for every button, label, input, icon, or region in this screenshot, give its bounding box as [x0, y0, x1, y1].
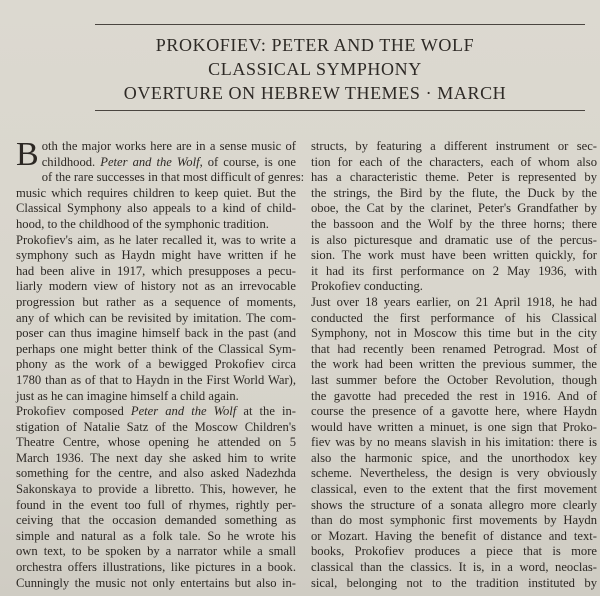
text-line: the strings, the Bird by the flute, the Duck by the: [311, 185, 597, 200]
bottom-rule: [95, 110, 585, 111]
text-line: of the rare successes in that most difficult of genres:: [41, 170, 305, 185]
text-line: classical, even to the extent that the first movement: [311, 482, 597, 497]
text-line: Theatre Centre, whose opening he attended on 5: [16, 435, 296, 450]
text-line: sion. The work must have been written quickly, for: [311, 248, 597, 263]
text-line: the bassoon and the Wolf by the three horns; there: [311, 216, 597, 231]
text-line: music which requires children to keep quiet. But the: [16, 185, 296, 200]
text-line: classical than the classics. It is, in a word, neoclas-: [311, 560, 597, 575]
text-line: found in the event too full of rhymes, rightly per-: [16, 497, 296, 512]
text-line: any of which can be revisited by imitation. The com-: [16, 310, 296, 325]
text-line: or Mozart. Having the benefit of distance and text-: [311, 528, 597, 543]
text-line: symphony such as Haydn might have written if he: [16, 248, 296, 263]
heading-line-1: PROKOFIEV: PETER AND THE WOLF: [155, 35, 475, 55]
text-line: than do most symphonic first movements by Haydn: [311, 513, 597, 528]
text-line: last summer before the October Revolution, though: [311, 372, 597, 387]
text-line: fiev was by no means slavish in his imitation: there is: [311, 435, 597, 450]
text-line: perhaps one might better think of the Classical Sym-: [16, 341, 296, 356]
text-line: ceiving that the occasion demanded something as: [16, 513, 296, 528]
text-line: simple and natural as a folk tale. So he wrote his: [16, 528, 296, 543]
text-line: books, Prokofiev produces a piece that is more: [311, 544, 597, 559]
heading-line-2: CLASSICAL SYMPHONY: [208, 59, 422, 79]
text-line: liarly modern view of history not as an irrevocable: [16, 279, 296, 294]
text-line: course the presence of a gavotte here, where Haydn: [311, 404, 597, 419]
heading-line-3: OVERTURE ON HEBREW THEMES · MARCH: [123, 83, 507, 103]
text-line: Symphony, not in Moscow this time but in the city: [311, 326, 597, 341]
text-line: stigation of Natalie Satz of the Moscow Children's: [16, 419, 296, 434]
text-line: structs, by featuring a different instrument or sec-: [311, 139, 597, 153]
text-line: conducted the first performance of his Classical: [311, 310, 597, 325]
text-line: Sakonskaya to provide a libretto. This, however, he: [16, 482, 296, 497]
text-line: scheme. Nevertheless, the design is very obviously: [311, 466, 597, 481]
text-line: sical, belonging not to the tradition instituted by: [311, 575, 597, 590]
page-heading: [60, 33, 570, 105]
text-line: it had its first performance on 2 May 1936, with: [311, 263, 597, 278]
text-line: own text, to be spoken by a narrator while a small: [16, 544, 296, 559]
text-line: Prokofiev composed Peter and the Wolf at the in-: [16, 404, 296, 419]
text-line: poser can thus imagine himself back in the past (and: [16, 326, 296, 341]
text-line: phony as the work of a bewigged Prokofiev circa: [16, 357, 296, 372]
text-line: has a characteristic theme. Peter is represented by: [311, 170, 597, 185]
text-line: Just over 18 years earlier, on 21 April 1918, he had: [311, 294, 597, 309]
text-line: Prokofiev's aim, as he later recalled it, was to write a: [16, 232, 296, 247]
text-line: hood, to the childhood of the symphonic tradition.: [16, 216, 269, 231]
text-line: orchestra offers illustrations, like pictures in a book.: [16, 560, 296, 575]
left-text-column: [16, 136, 305, 591]
drop-cap: B: [16, 136, 39, 173]
text-line: also the harmonic spice, and the unorthodox key: [311, 450, 597, 465]
text-line: just as he can imagine himself a child again.: [16, 388, 239, 403]
text-line: 1780 than as of that to Haydn in the First World War),: [16, 372, 296, 387]
text-line: March 1936. The next day she asked him to write: [16, 450, 296, 465]
text-line: shows the structure of a sonata allegro more clearly: [311, 497, 597, 512]
text-line: Prokofiev conducting.: [311, 279, 423, 294]
text-line: oth the major works here are in a sense music of: [41, 139, 296, 153]
text-line: the work had been written the previous summer, the: [311, 357, 597, 372]
text-line: is also picturesque and dramatic use of the percus-: [311, 232, 597, 247]
text-line: oboe, the Cat by the clarinet, Peter's Grandfather by: [311, 201, 597, 216]
text-line: progression but rather as a sequence of moments,: [16, 294, 296, 309]
text-line: that had recently been renamed Petrograd. Most of: [311, 341, 597, 356]
text-line: Classical Symphony also appeals to a kind of child-: [16, 201, 296, 216]
top-rule: [95, 24, 585, 25]
text-line: something for the centre, and also asked Nadezhda: [16, 466, 296, 481]
text-line: the gavotte had preceded the rest in 1916. And of: [311, 388, 597, 403]
text-line: would have written a minuet, is one sign that Proko-: [311, 419, 597, 434]
text-line: childhood. Peter and the Wolf, of course, is one: [41, 154, 296, 169]
right-text-column: [311, 139, 597, 591]
text-line: had been alive in 1917, which presupposes a pecu-: [16, 263, 296, 278]
text-line: tion for each of the characters, each of whom also: [311, 154, 597, 169]
text-line: Cunningly the music not only entertains but also in-: [16, 575, 296, 590]
